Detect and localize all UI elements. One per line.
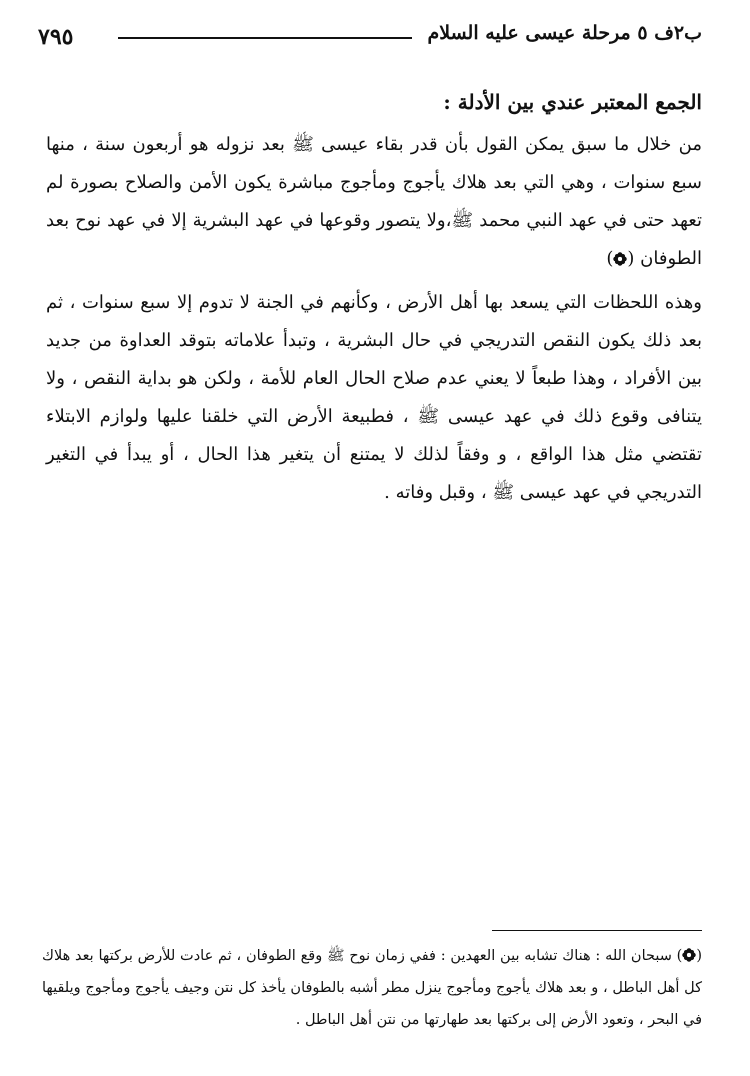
main-content [46, 84, 702, 512]
footnote [42, 940, 702, 1036]
paragraph-1-text: من خلال ما سبق يمكن القول بأن قدر بقاء عيسى ﷺ بعد نزوله هو أربعون سنة ، منها سبع سنوات ، وهي التي بعد هلاك يأجوج ومأجوج مباشرة يكون الأمن والصلاح بصورة لم تعهد حتى في عهد النبي محمد ﷺ،ولا يتصور وقوعها في عهد البشرية إلا في عهد نوح بعد الطوفان ( [46, 134, 702, 269]
footnote-flower-icon [682, 948, 696, 962]
paragraph-1-closing: ) [606, 248, 614, 269]
footnote-text: ) سبحان الله : هناك تشابه بين العهدين : ففي زمان نوح ﷺ وقع الطوفان ، ثم عادت للأرض بركتها بعد هلاك كل أهل الباطل ، و بعد هلاك يأجوج ومأجوج ينزل مطر أشبه بالطوفان يأخذ كل نتن وجيف يأجوج ومأجوج ويلقيها في البحر ، وتعود الأرض إلى بركتها بعد طهارتها من نتن أهل الباطل . [42, 948, 702, 1028]
flower-icon [613, 252, 627, 266]
paragraph-2: وهذه اللحظات التي يسعد بها أهل الأرض ، وكأنهم في الجنة لا تدوم إلا سبع سنوات ، ثم بعد ذلك يكون النقص التدريجي في حال البشرية ، وتبدأ علاماته بتوقد العداوة من جديد بين الأفراد ، وهذا طبعاً لا يعني عدم صلاح الحال العام للأمة ، ولكن هو بداية النقص ، ولا يتنافى وقوع ذلك في عهد عيسى ﷺ ، فطبيعة الأرض التي خلقنا عليها ولوازم الابتلاء تقتضي مثل هذا الواقع ، و وفقاً لذلك لا يمتنع أن يتغير هذا الحال ، أو يبدأ في التغير التدريجي في عهد عيسى ﷺ ، وقبل وفاته . [46, 292, 703, 503]
footnote-open-paren: ( [696, 948, 702, 964]
running-header [38, 18, 702, 58]
paragraph-1 [46, 126, 702, 278]
section-heading: الجمع المعتبر عندي بين الأدلة : [443, 90, 702, 114]
page-number: ٧٩٥ [38, 24, 74, 50]
chapter-title: ب٢ف ٥ مرحلة عيسى عليه السلام [427, 22, 702, 44]
header-rule [118, 37, 412, 39]
footnote-separator [492, 930, 702, 931]
